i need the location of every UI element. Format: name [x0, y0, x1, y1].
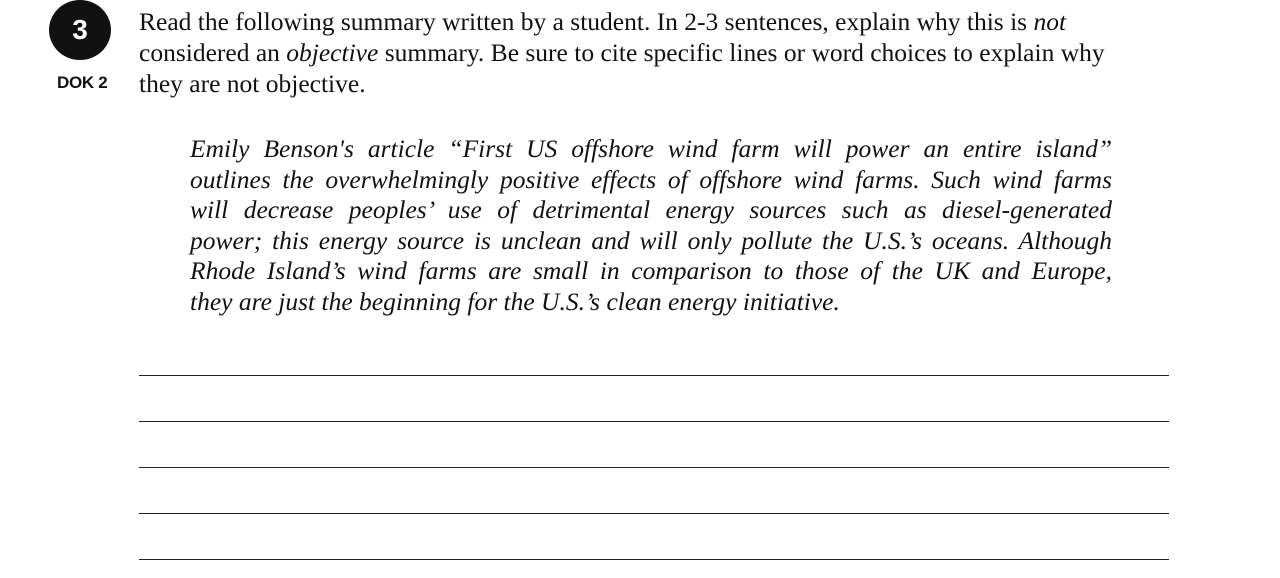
summary-line: they are just the beginning for the U.S.’s clean energy initiative.	[190, 286, 840, 316]
answer-line-3[interactable]	[139, 467, 1169, 468]
question-prompt	[139, 6, 1199, 99]
summary-line: Emily Benson's article “First US offshore wind farm will power an entire island”	[190, 134, 1112, 163]
prompt-text: summary. Be sure to cite specific lines or word choices to explain why	[378, 38, 1105, 67]
prompt-line-2	[139, 37, 1199, 68]
summary-line: will decrease peoples’ use of detrimental energy sources such as diesel-generated	[190, 195, 1112, 225]
summary-line: Rhode Island’s wind farms are small in comparison to those of the UK and Europe,	[190, 256, 1112, 286]
summary-line: outlines the overwhelmingly positive effects of offshore wind farms. Such wind farms	[190, 164, 1112, 194]
answer-line-2[interactable]	[139, 421, 1169, 422]
answer-line-5[interactable]	[139, 559, 1169, 560]
dok-level-label: DOK 2	[57, 73, 108, 92]
answer-line-1[interactable]	[139, 375, 1169, 376]
prompt-line-1	[139, 6, 1199, 37]
prompt-emphasis-objective: objective	[286, 38, 379, 67]
summary-line: power; this energy source is unclean and will only pollute the U.S.’s oceans. Although	[190, 225, 1112, 255]
answer-line-4[interactable]	[139, 513, 1169, 514]
prompt-emphasis-not: not	[1033, 7, 1067, 36]
prompt-line-3	[139, 68, 1199, 99]
question-number-badge	[49, 0, 111, 60]
prompt-text: they are not objective.	[139, 69, 366, 98]
prompt-text: considered an	[139, 38, 287, 67]
question-number: 3	[72, 14, 88, 45]
prompt-text: Read the following summary written by a student. In 2-3 sentences, explain why this is	[139, 7, 1034, 36]
student-summary-passage	[190, 134, 1112, 318]
